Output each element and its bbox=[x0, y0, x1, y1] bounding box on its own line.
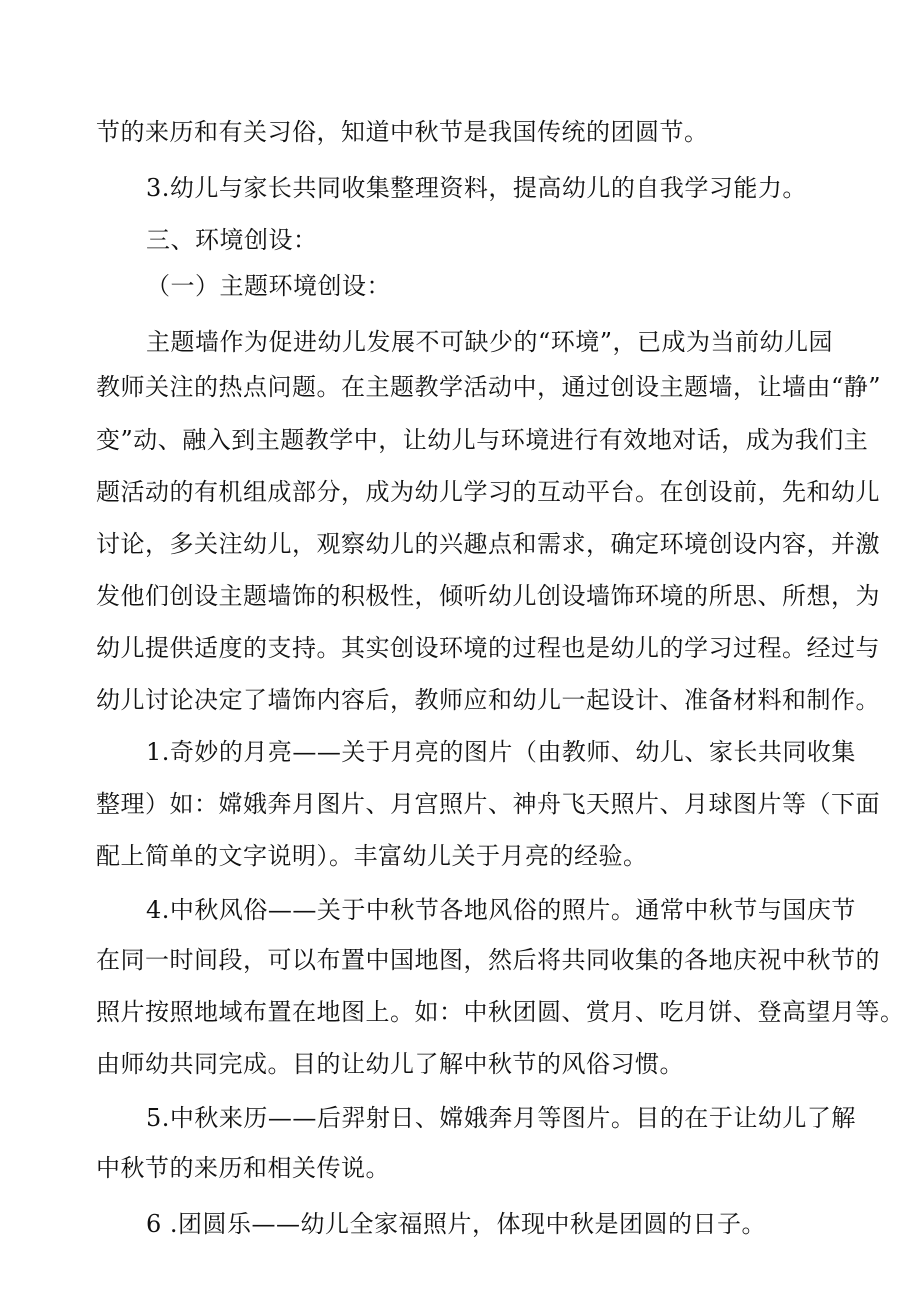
paragraph-line: 发他们创设主题墙饰的积极性，倾听幼儿创设墙饰环境的所思、所想，为 bbox=[96, 582, 880, 610]
paragraph-line: 幼儿提供适度的支持。其实创设环境的过程也是幼儿的学习过程。经过与 bbox=[96, 634, 880, 662]
list-item-line: 中秋节的来历和相关传说。 bbox=[96, 1154, 390, 1182]
paragraph-line: 幼儿讨论决定了墙饰内容后，教师应和幼儿一起设计、准备材料和制作。 bbox=[96, 686, 880, 714]
paragraph-line: 讨论，多关注幼儿，观察幼儿的兴趣点和需求，确定环境创设内容，并激 bbox=[96, 530, 880, 558]
list-item-line: 1.奇妙的月亮——关于月亮的图片（由教师、幼儿、家长共同收集 bbox=[146, 738, 856, 766]
list-item-line: 5.中秋来历——后羿射日、嫦娥奔月等图片。目的在于让幼儿了解 bbox=[146, 1104, 856, 1132]
paragraph-line: 节的来历和有关习俗，知道中秋节是我国传统的团圆节。 bbox=[96, 118, 709, 146]
list-item-line: 照片按照地域布置在地图上。如：中秋团圆、赏月、吃月饼、登高望月等。 bbox=[96, 998, 905, 1026]
list-item-line: 配上简单的文字说明）。丰富幼儿关于月亮的经验。 bbox=[96, 842, 648, 870]
list-item-line: 由师幼共同完成。目的让幼儿了解中秋节的风俗习惯。 bbox=[96, 1050, 684, 1078]
paragraph-line: 题活动的有机组成部分，成为幼儿学习的互动平台。在创设前，先和幼儿 bbox=[96, 478, 880, 506]
list-item-line: 6 .团圆乐——幼儿全家福照片，体现中秋是团圆的日子。 bbox=[146, 1210, 767, 1238]
paragraph-line: 教师关注的热点问题。在主题教学活动中，通过创设主题墙，让墙由“静” bbox=[96, 373, 882, 401]
list-item-line: 在同一时间段，可以布置中国地图，然后将共同收集的各地庆祝中秋节的 bbox=[96, 946, 880, 974]
subsection-heading: （一）主题环境创设： bbox=[146, 272, 391, 300]
paragraph-line: 3.幼儿与家长共同收集整理资料，提高幼儿的自我学习能力。 bbox=[146, 174, 807, 202]
list-item-line: 4.中秋风俗——关于中秋节各地风俗的照片。通常中秋节与国庆节 bbox=[146, 896, 856, 924]
list-item-line: 整理）如：嫦娥奔月图片、月宫照片、神舟飞天照片、月球图片等（下面 bbox=[96, 790, 880, 818]
paragraph-line: 变”动、融入到主题教学中，让幼儿与环境进行有效地对话，成为我们主 bbox=[96, 426, 869, 454]
section-heading: 三、环境创设： bbox=[146, 226, 318, 254]
paragraph-line: 主题墙作为促进幼儿发展不可缺少的“环境”，已成为当前幼儿园 bbox=[146, 328, 834, 356]
